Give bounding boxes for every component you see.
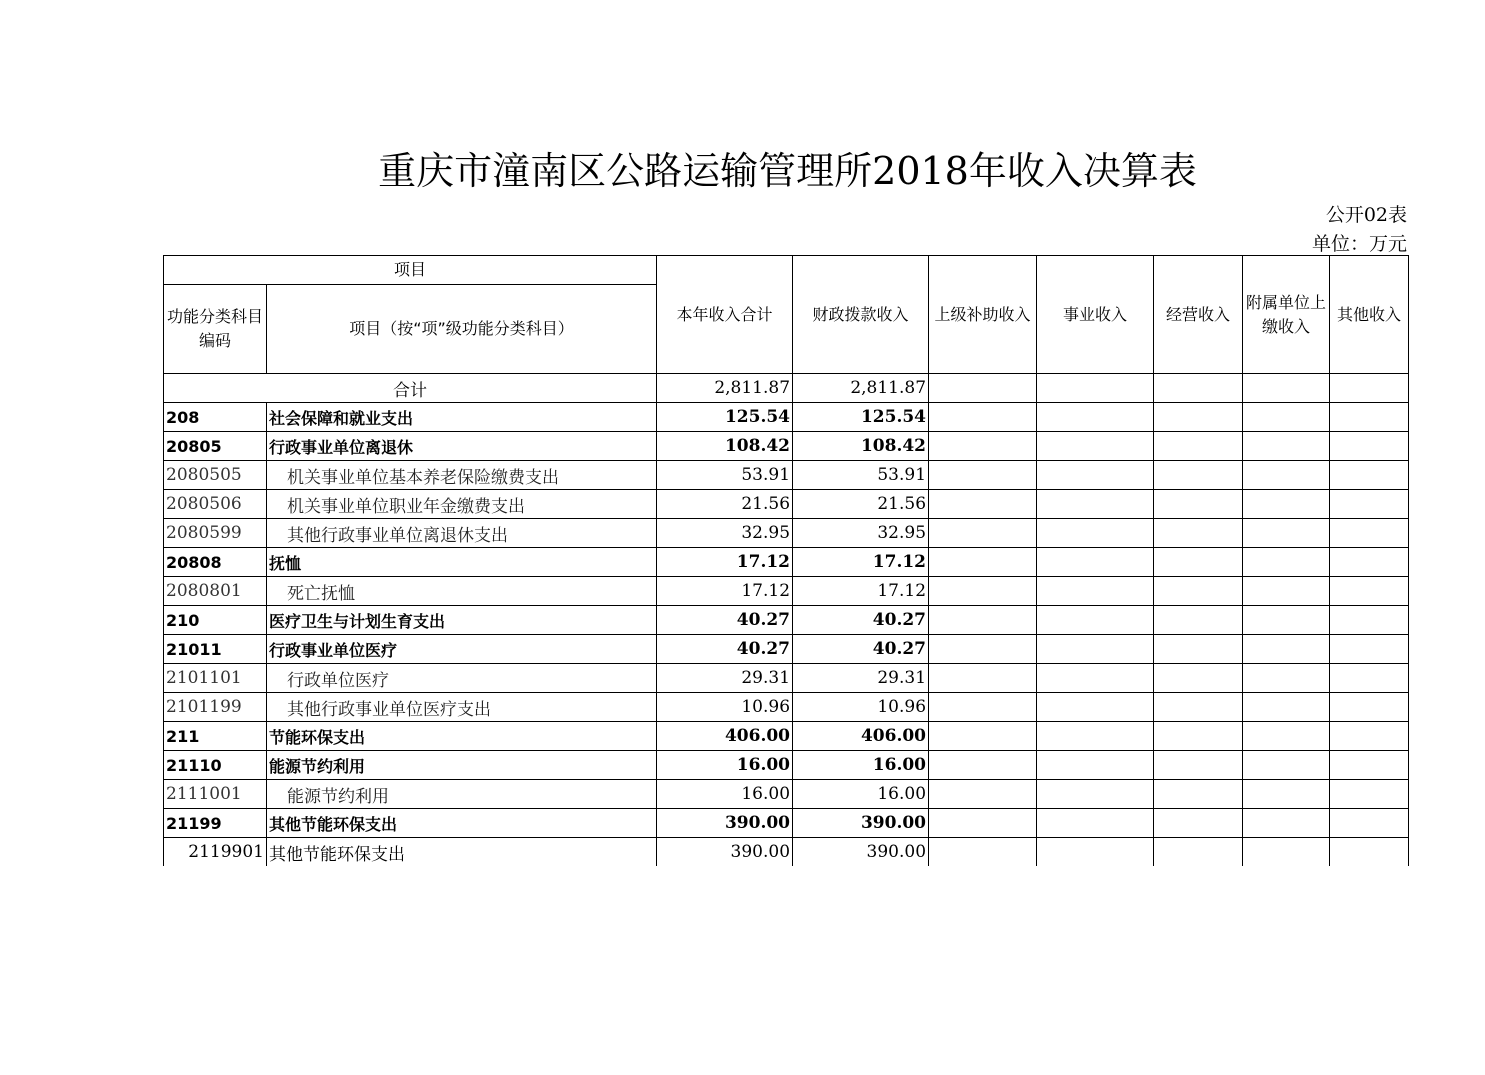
table-row [164,809,1409,838]
row-fiscal: 17.12 [793,577,929,606]
row-fiscal: 53.91 [793,461,929,490]
table-row [164,722,1409,751]
table-row [164,838,1409,867]
row-name: 节能环保支出 [267,722,657,751]
row-total: 40.27 [657,635,793,664]
row-code: 208 [164,403,267,432]
header-other: 其他收入 [1330,256,1409,374]
row-name: 抚恤 [267,548,657,577]
row-fiscal: 16.00 [793,780,929,809]
row-name: 行政事业单位医疗 [267,635,657,664]
table-row [164,780,1409,809]
row-total: 108.42 [657,432,793,461]
header-superior: 上级补助收入 [929,256,1037,374]
row-name: 机关事业单位职业年金缴费支出 [267,490,657,519]
row-fiscal: 17.12 [793,548,929,577]
row-fiscal: 40.27 [793,635,929,664]
row-name: 行政事业单位离退休 [267,432,657,461]
header-project: 项目 [164,256,657,285]
row-fiscal: 108.42 [793,432,929,461]
row-code: 2111001 [164,780,267,809]
row-code: 2101199 [164,693,267,722]
row-total: 29.31 [657,664,793,693]
row-name: 机关事业单位基本养老保险缴费支出 [267,461,657,490]
table-row [164,664,1409,693]
row-name: 其他行政事业单位离退休支出 [267,519,657,548]
row-total: 390.00 [657,838,793,867]
row-fiscal: 40.27 [793,606,929,635]
row-code: 2080505 [164,461,267,490]
row-fiscal: 390.00 [793,809,929,838]
header-name: 项目（按“项”级功能分类科目） [267,285,657,374]
row-total: 406.00 [657,722,793,751]
row-code: 20808 [164,548,267,577]
row-total: 390.00 [657,809,793,838]
table-row [164,519,1409,548]
row-fiscal: 16.00 [793,751,929,780]
header-fiscal: 财政拨款收入 [793,256,929,374]
row-fiscal: 32.95 [793,519,929,548]
row-code: 2101101 [164,664,267,693]
form-number: 公开02表 [1325,204,1407,226]
table-row [164,403,1409,432]
row-code: 2080599 [164,519,267,548]
row-name: 能源节约利用 [267,751,657,780]
row-total: 17.12 [657,548,793,577]
table-row [164,548,1409,577]
total-sum: 2,811.87 [657,374,793,403]
row-code: 2080506 [164,490,267,519]
table-row [164,693,1409,722]
row-code: 20805 [164,432,267,461]
row-fiscal: 29.31 [793,664,929,693]
income-table [163,255,1409,866]
row-total: 17.12 [657,577,793,606]
row-total: 125.54 [657,403,793,432]
row-code: 21110 [164,751,267,780]
row-fiscal: 125.54 [793,403,929,432]
total-fiscal: 2,811.87 [793,374,929,403]
row-code: 21199 [164,809,267,838]
row-fiscal: 406.00 [793,722,929,751]
row-total: 16.00 [657,780,793,809]
row-code: 2119901 [164,838,267,867]
row-name: 能源节约利用 [267,780,657,809]
row-fiscal: 10.96 [793,693,929,722]
table-row [164,461,1409,490]
row-name: 医疗卫生与计划生育支出 [267,606,657,635]
total-row [164,374,1409,403]
row-total: 40.27 [657,606,793,635]
row-total: 10.96 [657,693,793,722]
row-code: 210 [164,606,267,635]
table-row [164,490,1409,519]
row-name: 其他行政事业单位医疗支出 [267,693,657,722]
table-row [164,577,1409,606]
row-name: 社会保障和就业支出 [267,403,657,432]
header-code: 功能分类科目编码 [164,285,267,374]
row-fiscal: 390.00 [793,838,929,867]
table-row [164,432,1409,461]
row-code: 211 [164,722,267,751]
row-total: 21.56 [657,490,793,519]
header-total: 本年收入合计 [657,256,793,374]
row-code: 21011 [164,635,267,664]
row-name: 其他节能环保支出 [267,838,657,867]
header-operating: 经营收入 [1154,256,1243,374]
header-affiliated: 附属单位上缴收入 [1243,256,1330,374]
row-total: 53.91 [657,461,793,490]
row-code: 2080801 [164,577,267,606]
table-row [164,751,1409,780]
header-business: 事业收入 [1037,256,1154,374]
row-total: 32.95 [657,519,793,548]
unit-label: 单位：万元 [1311,233,1407,255]
total-label: 合计 [164,374,657,403]
table-row [164,606,1409,635]
row-fiscal: 21.56 [793,490,929,519]
row-name: 其他节能环保支出 [267,809,657,838]
row-name: 行政单位医疗 [267,664,657,693]
table-row [164,635,1409,664]
row-name: 死亡抚恤 [267,577,657,606]
page-title: 重庆市潼南区公路运输管理所2018年收入决算表 [378,149,1197,193]
row-total: 16.00 [657,751,793,780]
